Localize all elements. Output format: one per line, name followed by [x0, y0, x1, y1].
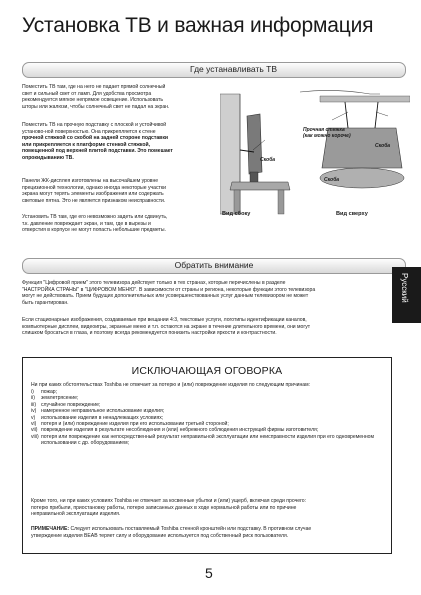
disclaimer-note	[31, 498, 386, 518]
text-line: т.к. давление повреждает экран, и там, где в вырезы и	[22, 220, 151, 227]
text-line: Кроме того, ни при каких условиях Toshiba не отвечает за косвенные убытки и (или) ущерб, включая среди прочего:	[31, 498, 307, 504]
item-number: vi)	[31, 421, 37, 428]
text-line: экрана могут терять элементы изображения или содержать	[22, 191, 164, 198]
text-line: рекомендуется мягкое непрямое освещение. Использовать	[22, 97, 163, 104]
text-line: неправильной эксплуатации изделия.	[31, 511, 121, 518]
text-line: Функция "Цифровой прием" этого телевизора действует только в тех странах, которые перечислены в разделе	[22, 280, 286, 286]
text-line: Поместить ТВ там, где на него не падает прямой солнечный	[22, 84, 166, 90]
text-line: могут не действовать. Прием будущих дополнительных или усовершенствованных услуг данным телевизором не может	[22, 293, 309, 300]
strap-note	[303, 128, 351, 139]
placement-paragraph-1	[22, 84, 169, 110]
disclaimer-title: ИСКЛЮЧАЮЩАЯ ОГОВОРКА	[131, 365, 283, 377]
text-line: помещенной под верхней плитой подставки. Это помешает	[22, 148, 173, 155]
clip-label-top-right: Скоба	[375, 143, 391, 149]
item-text: намеренное неправильное использование изделия;	[41, 408, 165, 415]
text-line: Панели ЖК-дисплея изготовлены на высочайшем уровне	[22, 178, 159, 184]
disclaimer-remark	[31, 526, 386, 539]
disclaimer-intro: Ни при каких обстоятельствах Toshiba не отвечает за потерю и (или) повреждение изделия по следующим причинам:	[31, 382, 311, 388]
section-heading: Обратить внимание	[174, 260, 254, 270]
item-number: i)	[31, 389, 34, 395]
text-line: Следует использовать поставляемый Toshiba стенной кронштейн или подставку. В противном случае	[70, 526, 312, 532]
text-line: слишком бросаться в глаза, и поэтому всегда рекомендуется понизить настройки яркости и контрастности.	[22, 330, 277, 337]
stand-side-shape	[230, 182, 290, 190]
text-line: потерю прибыли, приостановку работы, потерю записанных данных в ходе нормальной работы или по причине	[31, 504, 297, 511]
item-text: потеря и (или) повреждение изделия при его использовании третьей стороной;	[41, 421, 229, 428]
tv-side-shape	[247, 114, 262, 174]
section-header-placement	[22, 62, 406, 78]
page-number: 5	[205, 565, 213, 581]
text-line: Поместить ТВ на прочную подставку с плоской и устойчивой	[22, 122, 167, 128]
item-number: vii)	[31, 427, 38, 434]
placement-paragraph-4	[22, 214, 167, 234]
text-line: свет и сильный свет от ламп. Для удобства просмотра	[22, 90, 152, 97]
text-line: компьютерные дисплеи, видеоигры, экранные меню и т.п. остаются на экране в течение длительного времени, они могут	[22, 323, 311, 330]
disclaimer-list	[31, 389, 386, 447]
installation-figures	[220, 80, 410, 220]
text-line: установо-ной поверхностью. Она прикрепляется к стене	[22, 128, 156, 135]
item-number: ii)	[31, 395, 35, 402]
section-header-attention	[22, 258, 406, 274]
text-line: утверждение изделия BEAB теряет силу и оборудование используется под собственный риск пользователя.	[31, 532, 289, 539]
item-number: viii)	[31, 433, 39, 440]
language-tab	[392, 267, 421, 323]
strap-note-line: Прочная стяжка	[303, 127, 345, 133]
page-title: Установка ТВ и важная информация	[22, 14, 374, 37]
top-view-label: Вид сверху	[336, 211, 368, 217]
installation-diagram	[220, 80, 410, 220]
item-number: v)	[31, 414, 36, 421]
remark-label: ПРИМЕЧАНИЕ:	[31, 526, 70, 532]
text-line: отверстия в корпусе не могут попасть небольшие предметы.	[22, 227, 166, 234]
placement-paragraph-3	[22, 178, 166, 204]
text-line: Установить ТВ там, где его невозможно задеть или сдвинуть,	[22, 214, 168, 220]
language-tab-label: Русский	[400, 273, 409, 303]
section-heading: Где устанавливать ТВ	[190, 64, 277, 74]
item-text: пожар;	[41, 389, 58, 395]
text-line: прецизионной технологии, однако иногда некоторые участки	[22, 184, 166, 191]
text-line: опрокидыванию ТВ.	[22, 154, 74, 161]
placement-paragraph-2	[22, 122, 173, 162]
text-line: Если стационарные изображения, создаваемые при вещании 4:3, текстовые услуги, логотипы идентификации каналов,	[22, 317, 307, 323]
item-text: потеря или повреждение как непосредственный результат неправильной эксплуатации или неисправности изделия при его одновременном использовании с др. оборудованием;	[41, 433, 374, 447]
text-line: прочной стяжкой со скобой на задней стороне подставки	[22, 135, 168, 142]
strap-note-line: (как можно короче)	[303, 132, 351, 139]
attention-paragraph-2	[22, 317, 387, 337]
item-number: iii)	[31, 401, 37, 408]
text-line: световые пятна. Это не является признаком неисправности.	[22, 197, 166, 204]
item-text: повреждение изделия в результате несоблюдения и (или) небрежного соблюдения инструкций фирмы изготовителя;	[41, 427, 319, 434]
disclaimer-box	[22, 357, 392, 554]
text-line: или прикрепляется к платформе стенкой стяжкой,	[22, 141, 151, 148]
item-text: использование изделия в ненадлежащих условиях;	[41, 414, 164, 421]
item-text: землетрясение;	[41, 395, 79, 402]
side-view-label: Вид сбоку	[222, 211, 251, 217]
list-item	[31, 434, 386, 447]
top-view-drawing	[300, 90, 410, 188]
clip-label-top: Скоба	[324, 177, 340, 183]
item-text: случайное повреждение;	[41, 401, 101, 408]
text-line: шторы или жалюзи, чтобы солнечный свет не падал на экран.	[22, 103, 170, 110]
attention-paragraph-1	[22, 280, 387, 306]
clip-label-side: Скоба	[260, 157, 276, 163]
text-line: "НАСТРОЙКА СТРАНЫ" в "ЦИФРОВОМ МЕНЮ". В зависимости от страны и региона, некоторые функции этого телевизора	[22, 286, 316, 293]
side-view-drawing	[220, 94, 290, 214]
text-line: быть гарантирован.	[22, 299, 69, 306]
item-number: iv)	[31, 408, 37, 415]
